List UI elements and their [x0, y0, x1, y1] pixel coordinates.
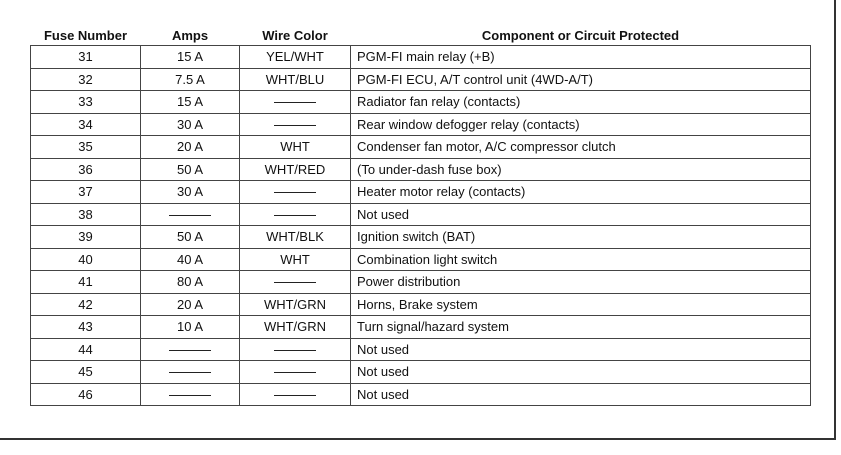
cell-fuse-number: 36 — [31, 158, 141, 181]
cell-wire-color: WHT/GRN — [240, 293, 351, 316]
cell-fuse-number: 33 — [31, 91, 141, 114]
fuse-table — [30, 25, 811, 406]
cell-amps — [141, 338, 240, 361]
table-row — [31, 46, 811, 69]
cell-wire-color — [240, 361, 351, 384]
cell-component: Not used — [351, 361, 811, 384]
cell-fuse-number: 42 — [31, 293, 141, 316]
cell-component: Not used — [351, 383, 811, 406]
cell-component: Turn signal/hazard system — [351, 316, 811, 339]
cell-amps — [141, 203, 240, 226]
cell-fuse-number: 43 — [31, 316, 141, 339]
cell-wire-color — [240, 113, 351, 136]
empty-value-dash — [169, 215, 211, 216]
cell-fuse-number: 31 — [31, 46, 141, 69]
cell-component: Ignition switch (BAT) — [351, 226, 811, 249]
cell-wire-color: WHT/BLU — [240, 68, 351, 91]
table-row — [31, 158, 811, 181]
cell-component: PGM-FI ECU, A/T control unit (4WD-A/T) — [351, 68, 811, 91]
cell-amps: 50 A — [141, 226, 240, 249]
cell-amps: 50 A — [141, 158, 240, 181]
table-row — [31, 248, 811, 271]
table-row — [31, 271, 811, 294]
cell-fuse-number: 41 — [31, 271, 141, 294]
cell-fuse-number: 40 — [31, 248, 141, 271]
table-row — [31, 91, 811, 114]
cell-fuse-number: 45 — [31, 361, 141, 384]
cell-wire-color — [240, 338, 351, 361]
cell-wire-color — [240, 383, 351, 406]
cell-fuse-number: 37 — [31, 181, 141, 204]
cell-fuse-number: 35 — [31, 136, 141, 159]
empty-value-dash — [274, 372, 316, 373]
table-row — [31, 113, 811, 136]
empty-value-dash — [274, 102, 316, 103]
header-row — [31, 25, 811, 46]
cell-amps: 80 A — [141, 271, 240, 294]
cell-fuse-number: 46 — [31, 383, 141, 406]
cell-component: Rear window defogger relay (contacts) — [351, 113, 811, 136]
table-row — [31, 361, 811, 384]
empty-value-dash — [274, 125, 316, 126]
header-fuse-number: Fuse Number — [43, 27, 128, 43]
cell-component: Not used — [351, 203, 811, 226]
table-row — [31, 181, 811, 204]
cell-amps: 10 A — [141, 316, 240, 339]
empty-value-dash — [274, 282, 316, 283]
header-component: Component or Circuit Protected — [481, 27, 680, 43]
cell-wire-color: WHT/RED — [240, 158, 351, 181]
cell-fuse-number: 39 — [31, 226, 141, 249]
cell-amps: 7.5 A — [141, 68, 240, 91]
cell-component: Condenser fan motor, A/C compressor clutch — [351, 136, 811, 159]
cell-amps: 15 A — [141, 46, 240, 69]
cell-component: Not used — [351, 338, 811, 361]
empty-value-dash — [169, 350, 211, 351]
empty-value-dash — [274, 192, 316, 193]
cell-fuse-number: 34 — [31, 113, 141, 136]
table-row — [31, 338, 811, 361]
cell-amps: 30 A — [141, 113, 240, 136]
table-row — [31, 293, 811, 316]
cell-wire-color: WHT/GRN — [240, 316, 351, 339]
cell-amps — [141, 361, 240, 384]
cell-amps: 15 A — [141, 91, 240, 114]
empty-value-dash — [274, 395, 316, 396]
cell-component: Heater motor relay (contacts) — [351, 181, 811, 204]
cell-amps — [141, 383, 240, 406]
table-row — [31, 136, 811, 159]
cell-wire-color: WHT/BLK — [240, 226, 351, 249]
empty-value-dash — [169, 372, 211, 373]
fuse-table-body — [31, 46, 811, 406]
cell-wire-color — [240, 181, 351, 204]
cell-amps: 20 A — [141, 136, 240, 159]
fuse-table-header — [31, 25, 811, 46]
cell-amps: 30 A — [141, 181, 240, 204]
cell-wire-color — [240, 203, 351, 226]
cell-amps: 20 A — [141, 293, 240, 316]
table-row — [31, 316, 811, 339]
empty-value-dash — [274, 350, 316, 351]
cell-component: Horns, Brake system — [351, 293, 811, 316]
cell-wire-color — [240, 91, 351, 114]
table-row — [31, 68, 811, 91]
cell-component: (To under-dash fuse box) — [351, 158, 811, 181]
cell-fuse-number: 38 — [31, 203, 141, 226]
cell-component: Combination light switch — [351, 248, 811, 271]
cell-fuse-number: 32 — [31, 68, 141, 91]
empty-value-dash — [169, 395, 211, 396]
table-row — [31, 383, 811, 406]
header-wire-color: Wire Color — [262, 27, 328, 43]
header-amps: Amps — [171, 27, 209, 43]
cell-fuse-number: 44 — [31, 338, 141, 361]
table-row — [31, 226, 811, 249]
cell-component: Power distribution — [351, 271, 811, 294]
cell-wire-color: WHT — [240, 136, 351, 159]
cell-component: PGM-FI main relay (+B) — [351, 46, 811, 69]
table-row — [31, 203, 811, 226]
empty-value-dash — [274, 215, 316, 216]
cell-wire-color: YEL/WHT — [240, 46, 351, 69]
cell-amps: 40 A — [141, 248, 240, 271]
cell-wire-color: WHT — [240, 248, 351, 271]
cell-wire-color — [240, 271, 351, 294]
cell-component: Radiator fan relay (contacts) — [351, 91, 811, 114]
